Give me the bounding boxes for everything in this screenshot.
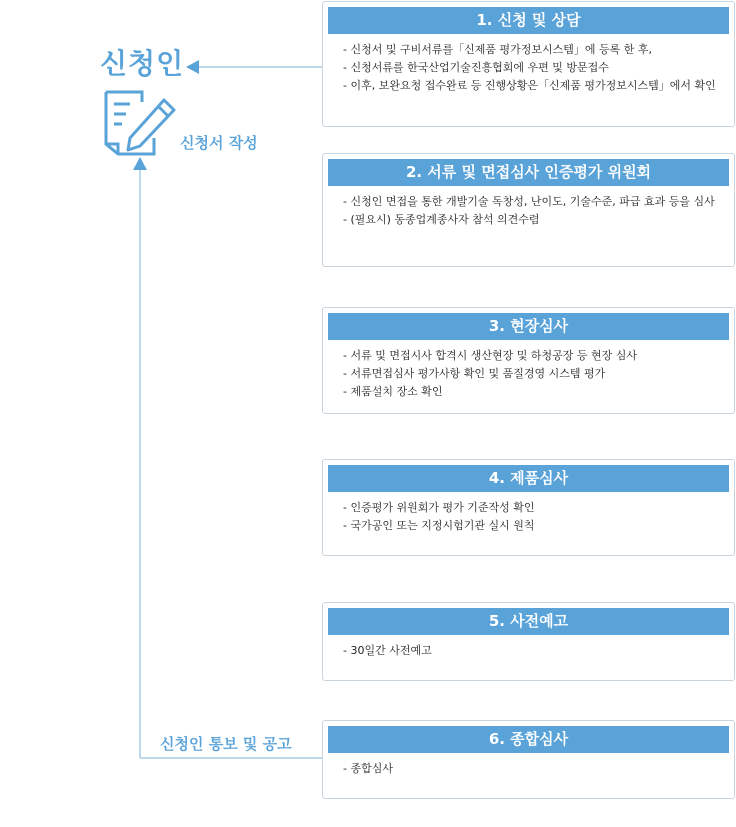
step-title: 5. 사전예고 [328, 608, 729, 635]
arrow-up-icon [133, 157, 147, 170]
applicant-title: 신청인 [100, 47, 185, 80]
step-item: - 종합심사 [343, 762, 393, 775]
step-item: - 제품설치 장소 확인 [343, 385, 443, 398]
step-item: - 30일간 사전예고 [343, 644, 432, 657]
step-item: - 서류 및 면접시사 합격시 생산현장 및 하청공장 등 현장 심사 [343, 349, 637, 362]
write-application-label: 신청서 작성 [180, 134, 258, 152]
step-6 [322, 720, 735, 799]
step-5 [322, 602, 735, 681]
step-item: - 이후, 보완요청 접수완료 등 진행상황은「신제품 평가정보시스템」에서 확인 [343, 79, 716, 92]
step-4 [322, 459, 735, 556]
step-title: 3. 현장심사 [328, 313, 729, 340]
step-item: - (필요시) 동종업계종사자 참석 의견수렴 [343, 213, 540, 226]
arrow-left-icon [186, 60, 199, 74]
step-title: 1. 신청 및 상담 [328, 7, 729, 34]
step-item: - 서류면접심사 평가사항 확인 및 품질경영 시스템 평가 [343, 367, 606, 380]
step-1 [322, 1, 735, 127]
step-item: - 신청인 면접을 통한 개발기술 독창성, 난이도, 기술수준, 파급 효과 등을 심사 [343, 195, 715, 208]
step-item: - 국가공인 또는 지정시험기관 실시 원칙 [343, 519, 535, 532]
step-3 [322, 307, 735, 414]
notice-label: 신청인 통보 및 공고 [160, 735, 292, 753]
step-item: - 신청서류를 한국산업기술진흥협회에 우편 및 방문접수 [343, 61, 609, 74]
step-2 [322, 153, 735, 267]
step-title: 4. 제품심사 [328, 465, 729, 492]
step-item: - 인증평가 위원회가 평가 기준작성 확인 [343, 501, 535, 514]
document-pencil-icon [102, 88, 182, 158]
step-title: 2. 서류 및 면접심사 인증평가 위원회 [328, 159, 729, 186]
step-title: 6. 종합심사 [328, 726, 729, 753]
step-item: - 신청서 및 구비서류를「신제품 평가정보시스템」에 등록 한 후, [343, 43, 652, 56]
